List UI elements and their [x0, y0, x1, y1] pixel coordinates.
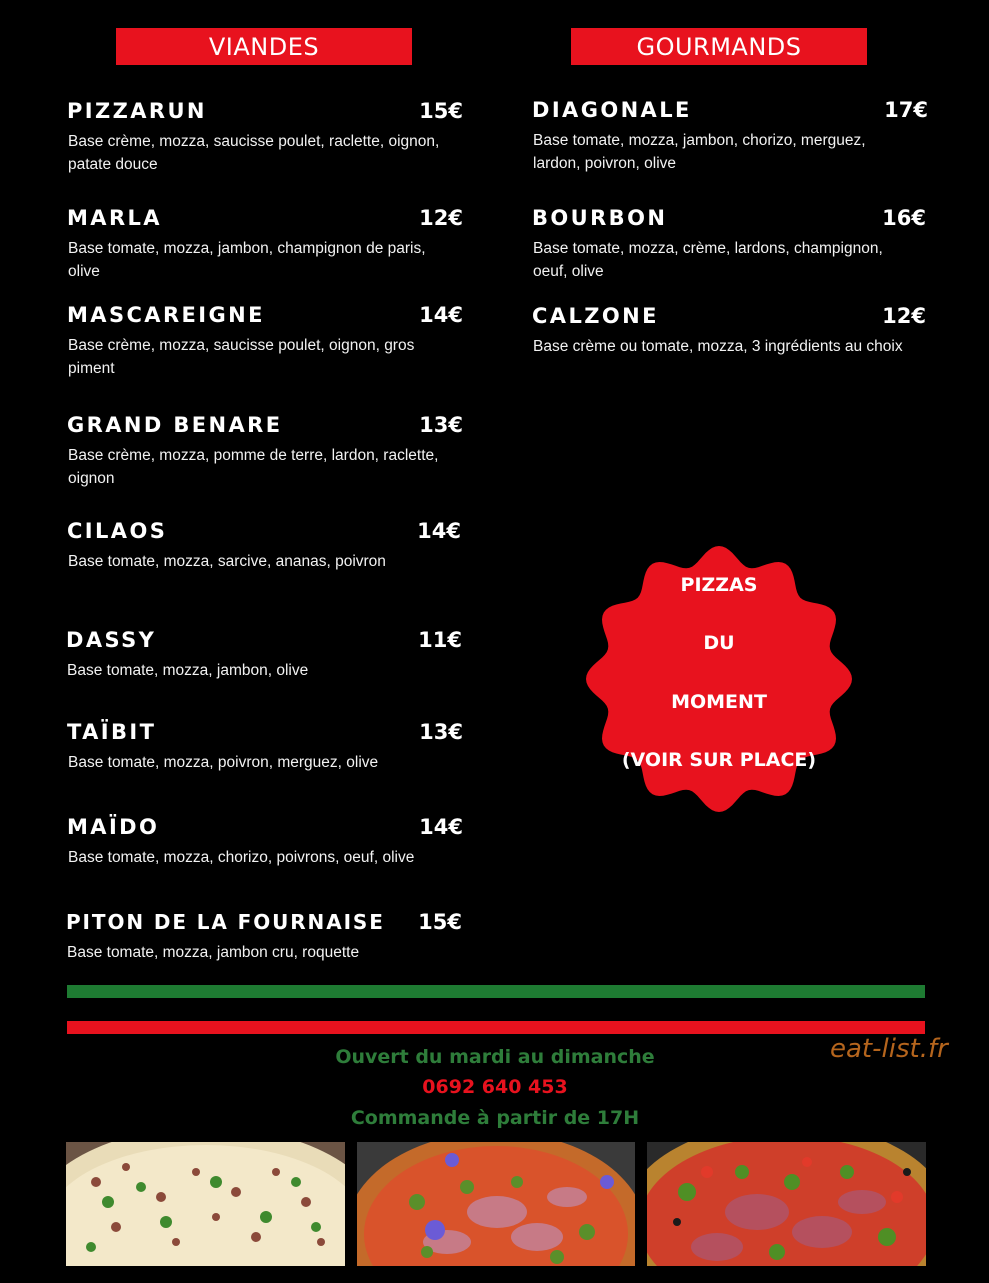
badge-line-4: (VOIR SUR PLACE) — [621, 749, 817, 771]
item-description: Base crème ou tomate, mozza, 3 ingrédients au choix — [533, 338, 903, 355]
item-name: DIAGONALE — [532, 98, 692, 122]
item-description: Base tomate, mozza, jambon, olive — [67, 662, 309, 679]
item-price: 14€ — [419, 303, 463, 327]
badge-line-3: MOMENT — [671, 691, 767, 713]
item-name: PITON DE LA FOURNAISE — [66, 910, 385, 934]
phone-number: 0692 640 453 — [422, 1076, 568, 1098]
section-header-viandes: VIANDES — [116, 28, 412, 65]
pizzas-du-moment-badge — [583, 543, 855, 815]
item-price: 13€ — [419, 720, 463, 744]
item-price: 13€ — [419, 413, 463, 437]
item-name: CILAOS — [67, 519, 168, 543]
item-price: 14€ — [417, 519, 461, 543]
item-name: MARLA — [67, 206, 162, 230]
item-price: 15€ — [419, 99, 463, 123]
item-name: TAÏBIT — [67, 720, 157, 744]
item-description: Base tomate, mozza, sarcive, ananas, poivron — [68, 553, 386, 570]
item-name: CALZONE — [532, 304, 659, 328]
divider-red — [67, 1021, 925, 1034]
item-description: Base crème, mozza, saucisse poulet, oignon, gros piment — [68, 337, 415, 377]
item-price: 14€ — [419, 815, 463, 839]
pizza-photo-2 — [357, 1142, 635, 1266]
item-description: Base tomate, mozza, crème, lardons, champignon, oeuf, olive — [533, 240, 883, 280]
item-price: 12€ — [419, 206, 463, 230]
item-name: DASSY — [66, 628, 157, 652]
item-description: Base tomate, mozza, jambon cru, roquette — [67, 944, 360, 961]
divider-green — [67, 985, 925, 998]
order-time: Commande à partir de 17H — [350, 1107, 640, 1129]
item-name: MAÏDO — [67, 815, 160, 839]
item-name: MASCAREIGNE — [67, 303, 265, 327]
item-name: GRAND BENARE — [67, 413, 283, 437]
item-description: Base crème, mozza, saucisse poulet, raclette, oignon, patate douce — [68, 133, 440, 173]
item-name: PIZZARUN — [67, 99, 207, 123]
pizza-photo-1 — [66, 1142, 345, 1266]
item-description: Base tomate, mozza, jambon, champignon de paris, olive — [68, 240, 426, 280]
section-header-gourmands: GOURMANDS — [571, 28, 867, 65]
watermark: eat-list.fr — [830, 1034, 948, 1064]
item-price: 16€ — [882, 206, 926, 230]
opening-hours: Ouvert du mardi au dimanche — [335, 1046, 655, 1068]
item-price: 15€ — [418, 910, 462, 934]
item-name: BOURBON — [532, 206, 668, 230]
item-price: 12€ — [882, 304, 926, 328]
item-price: 11€ — [418, 628, 462, 652]
item-price: 17€ — [884, 98, 928, 122]
item-description: Base tomate, mozza, jambon, chorizo, merguez, lardon, poivron, olive — [533, 132, 866, 172]
item-description: Base crème, mozza, pomme de terre, lardon, raclette, oignon — [68, 447, 439, 487]
badge-line-1: PIZZAS — [680, 574, 758, 596]
badge-line-2: DU — [703, 632, 735, 654]
item-description: Base tomate, mozza, chorizo, poivrons, oeuf, olive — [68, 849, 415, 866]
pizza-photo-3 — [647, 1142, 926, 1266]
item-description: Base tomate, mozza, poivron, merguez, olive — [68, 754, 379, 771]
